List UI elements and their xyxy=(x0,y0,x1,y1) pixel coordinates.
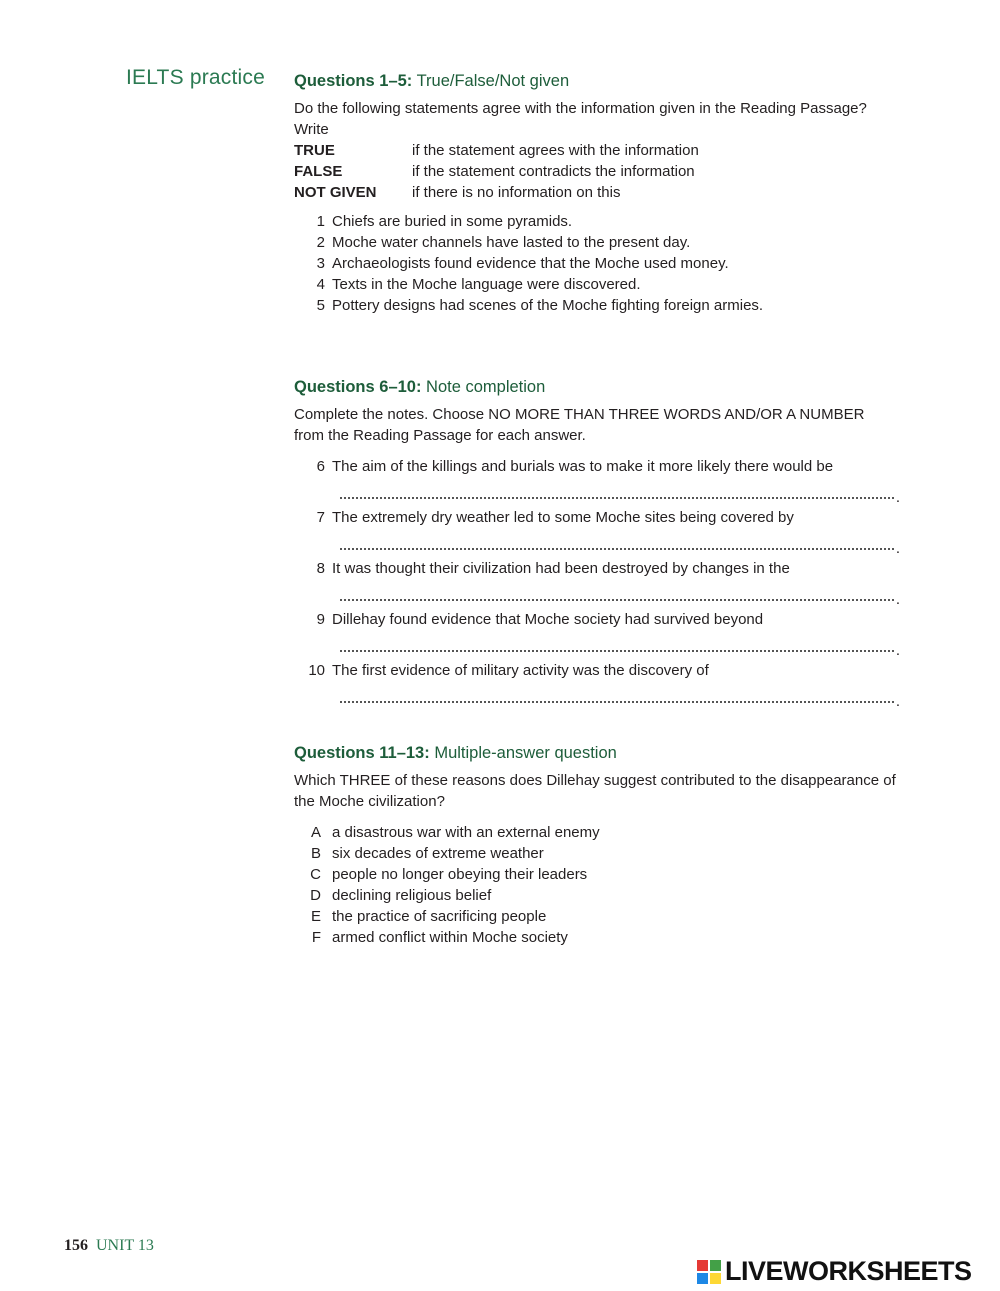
section1-intro: Do the following statements agree with the information given in the Reading Passage? xyxy=(294,100,867,117)
write-label: Write xyxy=(294,121,329,138)
list-item: B six decades of extreme weather xyxy=(310,845,544,862)
option-list xyxy=(294,822,964,948)
legend-row: NOT GIVEN if there is no information on this xyxy=(294,184,621,201)
list-item: C people no longer obeying their leaders xyxy=(310,866,588,883)
section2-heading: Questions 6–10: Note completion xyxy=(294,378,546,396)
answer-legend xyxy=(294,119,964,203)
list-item: 1 Chiefs are buried in some pyramids. xyxy=(316,213,573,230)
answer-blank[interactable]: . xyxy=(340,579,900,609)
section-multiple-answer xyxy=(294,742,964,948)
list-item: A a disastrous war with an external enemy xyxy=(310,824,600,841)
page-footer xyxy=(64,1237,154,1255)
section2-intro: Complete the notes. Choose NO MORE THAN THREE WORDS AND/OR A NUMBER from the Reading Passage for each answer. xyxy=(294,406,865,444)
side-label: IELTS practice xyxy=(126,66,265,89)
section1-heading: Questions 1–5: True/False/Not given xyxy=(294,72,570,90)
statement-list xyxy=(294,211,964,316)
section-note-completion xyxy=(294,376,964,711)
list-item: 3 Archaeologists found evidence that the Moche used money. xyxy=(316,255,729,272)
list-item: 7 The extremely dry weather led to some Moche sites being covered by . xyxy=(316,509,900,557)
section-true-false xyxy=(294,70,964,316)
logo-text: LIVEWORKSHEETS xyxy=(725,1256,972,1286)
legend-row: TRUE if the statement agrees with the information xyxy=(294,142,699,159)
list-item: 6 The aim of the killings and burials was to make it more likely there would be . xyxy=(316,458,900,506)
list-item: 5 Pottery designs had scenes of the Moche fighting foreign armies. xyxy=(316,297,764,314)
answer-blank[interactable]: . xyxy=(340,630,900,660)
list-item: 2 Moche water channels have lasted to the present day. xyxy=(316,234,691,251)
liveworksheets-logo xyxy=(697,1256,972,1287)
list-item: 9 Dillehay found evidence that Moche society had survived beyond . xyxy=(316,611,900,659)
logo-icon xyxy=(697,1260,721,1284)
list-item: F armed conflict within Moche society xyxy=(311,929,568,946)
list-item: D declining religious belief xyxy=(310,887,492,904)
section3-intro: Which THREE of these reasons does Dillehay suggest contributed to the disappearance of the Moche civilization? xyxy=(294,772,896,810)
section3-heading: Questions 11–13: Multiple-answer question xyxy=(294,744,617,762)
answer-blank[interactable]: . xyxy=(340,681,900,711)
list-item: 8 It was thought their civilization had been destroyed by changes in the . xyxy=(316,560,900,608)
list-item: 10 The first evidence of military activity was the discovery of . xyxy=(308,662,900,710)
legend-row: FALSE if the statement contradicts the information xyxy=(294,163,695,180)
note-list xyxy=(294,456,964,711)
answer-blank[interactable]: . xyxy=(340,528,900,558)
list-item: 4 Texts in the Moche language were discovered. xyxy=(316,276,641,293)
page-number: 156 xyxy=(64,1237,88,1254)
list-item: E the practice of sacrificing people xyxy=(310,908,547,925)
unit-label: UNIT 13 xyxy=(96,1237,154,1254)
answer-blank[interactable]: . xyxy=(340,477,900,507)
